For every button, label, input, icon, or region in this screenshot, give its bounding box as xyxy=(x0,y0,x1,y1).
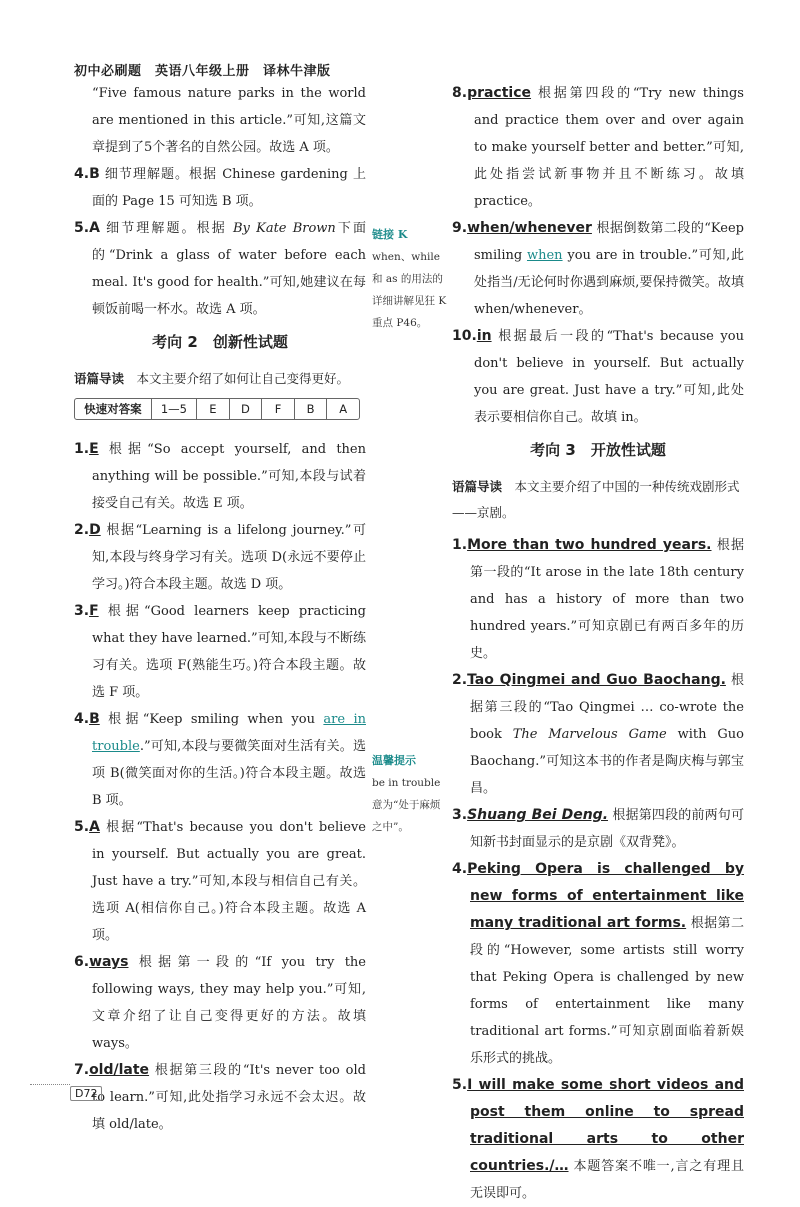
answer-4 xyxy=(74,161,366,215)
item-explanation: 根据第三段的“It's never too old to learn.”可知,此处指学习永远不会太迟。故填 old/late。 xyxy=(92,1063,366,1132)
answer-item xyxy=(74,814,366,949)
highlight-phrase: when xyxy=(526,248,563,263)
quick-label: 快速对答案 xyxy=(84,402,142,416)
item-number: 9. xyxy=(452,220,468,236)
quick-answer: B xyxy=(294,399,327,419)
item-number: 1. xyxy=(74,441,90,457)
item-explanation: 根据“So accept yourself, and then anything will be possible.”可知,本段与试着接受自己有关。故选 E 项。 xyxy=(92,442,366,511)
item-answer: in xyxy=(476,328,492,344)
item-explanation: 根据“Keep smiling when you xyxy=(108,712,315,727)
footer-divider xyxy=(30,1084,70,1085)
item-answer: Peking Opera is challenged by new forms of entertainment like many traditional art forms. xyxy=(467,861,744,931)
answer-item xyxy=(452,802,744,856)
item-explanation: 本题答案不唯一,言之有理且无误即可。 xyxy=(470,1159,744,1201)
item-answer: F xyxy=(89,603,99,619)
item-explanation: 细节理解题。根据 Chinese gardening 上面的 Page 15 可知选 B 项。 xyxy=(92,167,366,209)
item-answer: ways xyxy=(89,954,129,970)
item-explanation-cont: with Guo Baochang.”可知这本书的作者是陶庆梅与郭宝昌。 xyxy=(470,727,744,796)
item-answer: practice xyxy=(467,85,532,101)
item-answer: A xyxy=(89,220,100,236)
link-note xyxy=(372,224,448,334)
left-column xyxy=(74,80,366,1138)
item-explanation-cont: 下面的“Drink a glass of water before each meal. It's good for health.”可知,她建议在每顿饭前喝一杯水。故选 A 项。 xyxy=(92,221,366,317)
section-title-3: 考向 3 开放性试题 xyxy=(530,441,666,459)
answer-item xyxy=(74,598,366,706)
answer-item xyxy=(452,532,744,667)
item-answer: A xyxy=(89,819,100,835)
answer-item xyxy=(74,949,366,1057)
item-number: 7. xyxy=(74,1062,90,1078)
item-answer: B xyxy=(89,711,100,727)
item-explanation: 根据倒数第二段的“Keep smiling xyxy=(474,221,744,263)
item-explanation: 根据最后一段的“That's because you don't believe in yourself. But actually you are great. Just have a try.”可知,此处表示要相信你自己。故填 in。 xyxy=(474,329,744,425)
item-answer: More than two hundred years. xyxy=(467,537,712,553)
item-number: 4. xyxy=(452,861,468,877)
link-note-text: when、while 和 as 的用法的详细讲解见狂 K 重点 P46。 xyxy=(372,251,447,329)
item-answer: I will make some short videos and post them online to spread traditional arts to other countries./… xyxy=(467,1077,744,1174)
guide-label: 语篇导读 xyxy=(452,479,503,494)
highlight-phrase: are in trouble xyxy=(92,712,366,754)
tip-note xyxy=(372,750,448,838)
item-answer: when/whenever xyxy=(467,220,592,236)
item-explanation: 细节理解题。根据 xyxy=(106,221,227,236)
item-number: 8. xyxy=(452,85,468,101)
item-number: 3. xyxy=(74,603,90,619)
answer-item xyxy=(74,706,366,814)
answer-item xyxy=(74,436,366,517)
item-number: 2. xyxy=(452,672,468,688)
item-number: 6. xyxy=(74,954,90,970)
guide-text: 本文主要介绍了中国的一种传统戏剧形式——京剧。 xyxy=(452,479,740,520)
item-number: 1. xyxy=(452,537,468,553)
guide-label: 语篇导读 xyxy=(74,371,125,386)
item-number: 5. xyxy=(74,220,90,236)
answer-5 xyxy=(74,215,366,323)
item-answer: B xyxy=(89,166,100,182)
item-explanation: 根据第一段的“If you try the following ways, they may help you.”可知,文章介绍了让自己变得更好的方法。故填 ways。 xyxy=(92,955,367,1051)
page-header: 初中必刷题 英语八年级上册 译林牛津版 xyxy=(74,64,331,79)
item-explanation-cont: .”可知,本段与要微笑面对生活有关。选项 B(微笑面对你的生活。)符合本段主题。故选 B 项。 xyxy=(92,739,366,808)
tip-note-text: be in trouble 意为“处于麻烦之中”。 xyxy=(372,777,441,833)
item-explanation: 根据第三段的“Tao Qingmei … co-wrote the book xyxy=(470,673,744,742)
quick-answer: F xyxy=(261,399,294,419)
item-explanation-cont: you are in trouble.”可知,此处指当/无论何时你遇到麻烦,要保持微笑。故填 when/whenever。 xyxy=(474,248,744,317)
book-title: The Marvelous Game xyxy=(512,727,667,742)
answer-item xyxy=(452,215,744,323)
item-answer: Shuang Bei Deng. xyxy=(467,807,609,823)
tip-note-tag: 温馨提示 xyxy=(372,754,416,767)
answer-item xyxy=(74,1057,366,1138)
link-note-tag: 链接 K xyxy=(372,228,408,241)
author-name: By Kate Brown xyxy=(233,221,336,236)
item-explanation: 根据第一段的“It arose in the late 18th century and has a history of more than two hundred years.”可知京剧已有两百多年的历史。 xyxy=(470,538,744,661)
item-explanation: 根据第四段的前两句可知新书封面显示的是京剧《双背凳》。 xyxy=(470,808,744,850)
quick-answer-box xyxy=(74,398,360,420)
item-number: 10. xyxy=(452,328,477,344)
item-number: 5. xyxy=(452,1077,468,1093)
item-number: 5. xyxy=(74,819,90,835)
answer-item xyxy=(452,856,744,1072)
page-number: D72 xyxy=(70,1086,102,1101)
item-number: 4. xyxy=(74,711,90,727)
item-explanation: 根据“Good learners keep practicing what they have learned.”可知,本段与不断练习有关。选项 F(熟能生巧。)符合本段主题。故选 F 项。 xyxy=(92,604,366,700)
item-answer: old/late xyxy=(89,1062,150,1078)
item-explanation: 根据“Learning is a lifelong journey.”可知,本段与终身学习有关。选项 D(永远不要停止学习。)符合本段主题。故选 D 项。 xyxy=(92,523,366,592)
item-number: 3. xyxy=(452,807,468,823)
item-explanation: 根据第四段的“Try new things and practice them over and over again to make yourself better and better.”可知,此处指尝试新事物并且不断练习。故填 practice。 xyxy=(474,86,744,209)
answer-item xyxy=(452,80,744,215)
item-answer: Tao Qingmei and Guo Baochang. xyxy=(467,672,726,688)
item-answer: D xyxy=(89,522,101,538)
item-number: 4. xyxy=(74,166,90,182)
item-explanation: 根据第二段的“However, some artists still worry that Peking Opera is challenged by new forms of entertainment like many traditional art forms.”可知京剧面临着新娱乐形式的挑战。 xyxy=(470,916,744,1066)
answer-item xyxy=(452,1072,744,1207)
quick-answer: A xyxy=(326,399,359,419)
item-number: 2. xyxy=(74,522,90,538)
right-column xyxy=(452,80,744,1207)
reading-guide-2 xyxy=(74,366,366,392)
guide-text: 本文主要介绍了如何让自己变得更好。 xyxy=(136,371,350,386)
reading-guide-3 xyxy=(452,474,744,526)
quick-range: 1—5 xyxy=(151,399,196,419)
item-answer: E xyxy=(89,441,99,457)
answer-item xyxy=(452,323,744,431)
item-explanation: 根据“That's because you don't believe in yourself. But actually you are great. Just have a try.”可知,本段与相信自己有关。选项 A(相信你自己。)符合本段主题。故选 A 项。 xyxy=(92,820,366,943)
answer-item xyxy=(74,517,366,598)
section-title-2: 考向 2 创新性试题 xyxy=(152,333,288,351)
quick-answer: E xyxy=(196,399,229,419)
quick-answer: D xyxy=(229,399,262,419)
answer-item xyxy=(452,667,744,802)
intro-text: “Five famous nature parks in the world are mentioned in this article.”可知,这篇文章提到了5个著名的自然公园。故选 A 项。 xyxy=(92,86,366,155)
